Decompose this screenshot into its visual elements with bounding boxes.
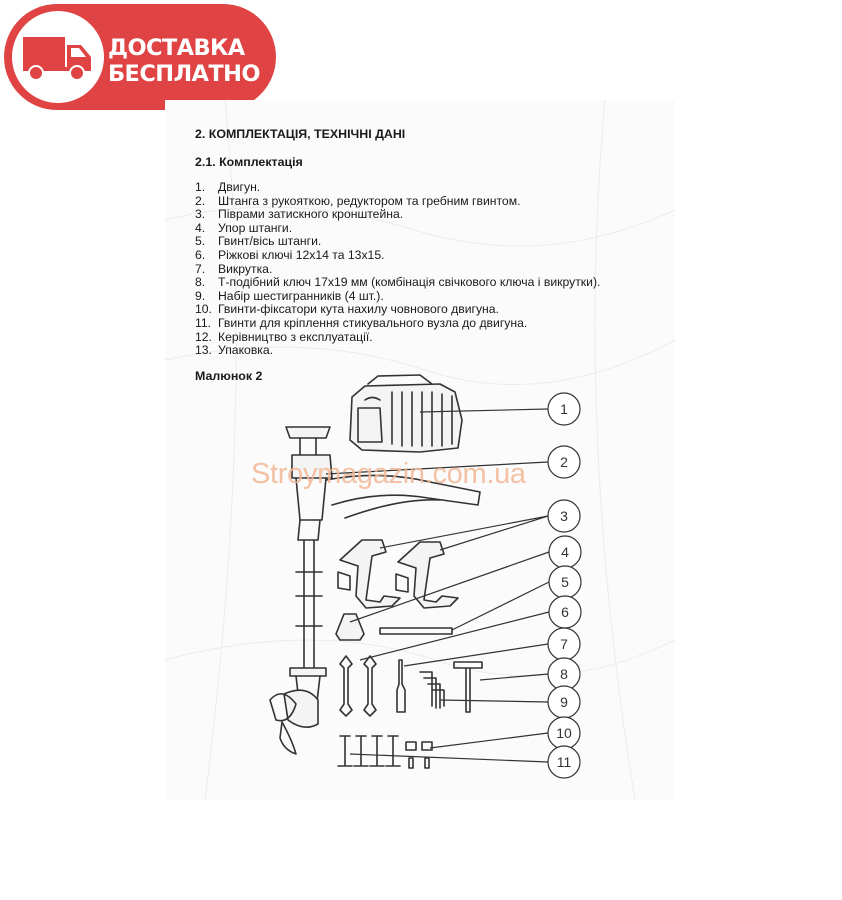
shaft-stop-part (336, 614, 364, 640)
callout-1: 1 (560, 401, 568, 417)
list-item: 1. Двигун. (195, 180, 261, 194)
callout-5: 5 (561, 574, 569, 590)
list-item: 3. Піврами затискного кронштейна. (195, 207, 404, 222)
callout-7: 7 (560, 636, 568, 652)
list-item: 7. Викрутка. (195, 261, 273, 276)
subsection-title: 2.1. Комплектація (195, 155, 303, 169)
screw-axle-part (380, 628, 452, 634)
callout-6: 6 (561, 604, 569, 620)
engine-part (350, 375, 462, 452)
section-title: 2. КОМПЛЕКТАЦІЯ, ТЕХНІЧНІ ДАНІ (195, 127, 406, 141)
list-item: 11. Гвинти для кріплення стикувального вузла до двигуна. (195, 315, 528, 330)
list-item: 12. Керівництво з експлуатації. (195, 329, 373, 344)
bolts-part (338, 736, 432, 768)
screwdriver-part (397, 660, 405, 712)
hex-keys-part (420, 672, 444, 708)
t-wrench-part (454, 662, 482, 712)
list-item: 10. Гвинти-фіксатори кута нахилу човнового двигуна. (195, 302, 499, 317)
callout-4: 4 (561, 544, 569, 560)
callout-3: 3 (560, 508, 568, 524)
list-item: 4. Упор штанги. (195, 220, 293, 235)
clamp-halves-part (338, 540, 458, 608)
callout-2: 2 (560, 454, 568, 470)
list-item: 8. Т-подібний ключ 17х19 мм (комбінація свічкового ключа і викрутки). (195, 275, 601, 290)
list-item: 13. Упаковка. (195, 343, 274, 358)
list-item: 2. Штанга з рукояткою, редуктором та гребним гвинтом. (195, 193, 521, 208)
watermark: Stroymagazin.com.ua (251, 458, 526, 490)
badge-line-1: ДОСТАВКА (108, 35, 245, 61)
badge-line-2: БЕСПЛАТНО (108, 61, 260, 87)
list-item: 9. Набір шестигранників (4 шт.). (195, 288, 384, 303)
list-item: 5. Гвинт/вісь штанги. (195, 234, 322, 249)
callout-10: 10 (556, 725, 572, 741)
wrenches-part (340, 656, 376, 716)
callout-11: 11 (556, 754, 572, 770)
figure-caption: Малюнок 2 (195, 369, 263, 383)
list-item: 6. Ріжкові ключі 12х14 та 13х15. (195, 247, 385, 262)
callout-9: 9 (560, 694, 568, 710)
callout-8: 8 (560, 666, 568, 682)
